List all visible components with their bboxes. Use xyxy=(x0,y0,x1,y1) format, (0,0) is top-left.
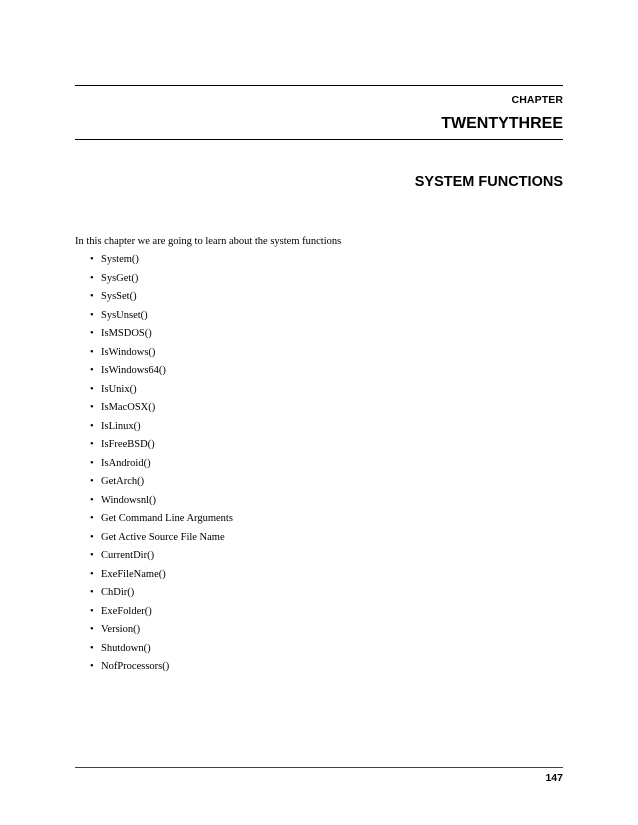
list-item-text: ExeFileName() xyxy=(101,568,166,580)
chapter-number: TWENTYTHREE xyxy=(441,115,563,132)
list-item-text: IsMacOSX() xyxy=(101,402,156,413)
bullet-icon: • xyxy=(90,494,94,506)
list-item-text: SysGet() xyxy=(101,272,139,284)
bullet-icon: • xyxy=(90,587,94,598)
list-item xyxy=(75,531,233,550)
function-list xyxy=(75,253,233,679)
bullet-icon: • xyxy=(90,642,94,654)
bullet-icon: • xyxy=(90,346,94,358)
list-item-text: IsWindows64() xyxy=(101,365,166,376)
list-item-text: IsAndroid() xyxy=(101,457,151,469)
list-item xyxy=(75,623,233,642)
list-item xyxy=(75,642,233,661)
bullet-icon: • xyxy=(90,661,94,672)
bullet-icon: • xyxy=(90,328,94,339)
list-item xyxy=(75,420,233,439)
bullet-icon: • xyxy=(90,550,94,561)
list-item-text: ChDir() xyxy=(101,587,135,598)
list-item-text: IsFreeBSD() xyxy=(101,439,155,450)
list-item xyxy=(75,586,233,605)
bullet-icon: • xyxy=(90,513,94,524)
list-item xyxy=(75,494,233,513)
list-item xyxy=(75,475,233,494)
header-bottom-rule xyxy=(75,139,563,140)
list-item-text: Version() xyxy=(101,624,141,635)
list-item-text: ExeFolder() xyxy=(101,605,152,617)
list-item xyxy=(75,512,233,531)
list-item xyxy=(75,364,233,383)
bullet-icon: • xyxy=(90,309,94,321)
chapter-label: CHAPTER xyxy=(511,94,563,106)
list-item-text: IsMSDOS() xyxy=(101,328,152,339)
list-item-text: NofProcessors() xyxy=(101,661,170,672)
list-item-text: System() xyxy=(101,254,139,265)
bullet-icon: • xyxy=(90,605,94,617)
list-item xyxy=(75,549,233,568)
list-item-text: IsWindows() xyxy=(101,346,156,358)
list-item xyxy=(75,568,233,587)
list-item-text: Get Active Source File Name xyxy=(101,531,225,543)
bullet-icon: • xyxy=(90,365,94,376)
list-item-text: Windowsnl() xyxy=(101,494,156,506)
list-item-text: Get Command Line Arguments xyxy=(101,513,233,524)
bullet-icon: • xyxy=(90,531,94,543)
list-item xyxy=(75,401,233,420)
bullet-icon: • xyxy=(90,457,94,469)
list-item xyxy=(75,660,233,679)
list-item xyxy=(75,253,233,272)
list-item-text: SysSet() xyxy=(101,291,137,302)
bullet-icon: • xyxy=(90,402,94,413)
bullet-icon: • xyxy=(90,439,94,450)
list-item xyxy=(75,346,233,365)
bullet-icon: • xyxy=(90,254,94,265)
list-item xyxy=(75,438,233,457)
list-item-text: GetArch() xyxy=(101,476,145,487)
header-top-rule xyxy=(75,85,563,86)
chapter-title: SYSTEM FUNCTIONS xyxy=(414,174,563,190)
bullet-icon: • xyxy=(90,624,94,635)
list-item-text: CurrentDir() xyxy=(101,550,155,561)
list-item xyxy=(75,272,233,291)
bullet-icon: • xyxy=(90,420,94,432)
page-number: 147 xyxy=(545,772,563,784)
intro-paragraph: In this chapter we are going to learn about the system functions xyxy=(75,236,342,247)
list-item-text: IsLinux() xyxy=(101,420,141,432)
bullet-icon: • xyxy=(90,383,94,395)
bullet-icon: • xyxy=(90,476,94,487)
list-item xyxy=(75,290,233,309)
list-item xyxy=(75,457,233,476)
list-item xyxy=(75,327,233,346)
list-item xyxy=(75,605,233,624)
bullet-icon: • xyxy=(90,568,94,580)
list-item xyxy=(75,309,233,328)
list-item-text: IsUnix() xyxy=(101,383,137,395)
bullet-icon: • xyxy=(90,272,94,284)
footer-rule xyxy=(75,767,563,768)
list-item xyxy=(75,383,233,402)
list-item-text: SysUnset() xyxy=(101,309,148,321)
bullet-icon: • xyxy=(90,291,94,302)
list-item-text: Shutdown() xyxy=(101,642,151,654)
